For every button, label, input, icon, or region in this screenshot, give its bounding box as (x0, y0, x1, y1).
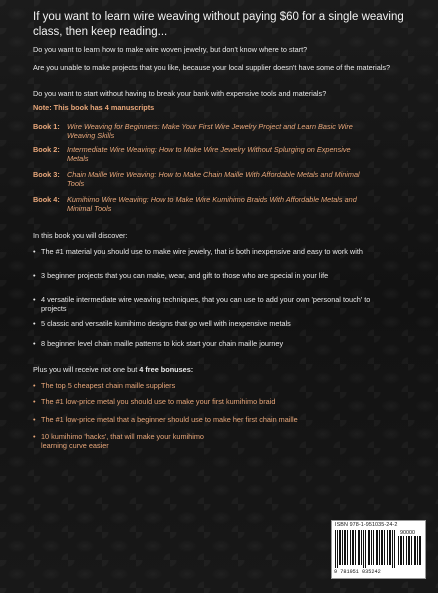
list-item: • The #1 low-price metal that a beginner should use to make her first chain maille (33, 415, 298, 424)
list-item: • The top 5 cheapest chain maille suppliers (33, 381, 176, 390)
list-item: • 4 versatile intermediate wire weaving techniques, that you can use to add your own 'personal touch' to projects (33, 295, 371, 313)
book-entry (33, 171, 363, 188)
list-item: • The #1 low-price metal you should use to make your first kumihimo braid (33, 397, 276, 406)
book-label: Book 2: (33, 145, 60, 154)
book-title: Wire Weaving for Beginners: Make Your First Wire Jewelry Project and Learn Basic Wire Weaving Skills (67, 122, 353, 140)
isbn-text: ISBN 978-1-951035-24-2 (335, 522, 398, 528)
list-item: • 10 kumihimo 'hacks', that will make your kumihimo learning curve easier (33, 432, 204, 450)
isbn-barcode (331, 520, 426, 579)
book-title: Intermediate Wire Weaving: How to Make Wire Jewelry Without Splurging on Expensive Metals (67, 145, 351, 163)
bullet-icon: • (33, 339, 36, 348)
bullet-icon: • (33, 432, 36, 441)
hook-headline: If you want to learn wire weaving without paying $60 for a single weaving class, then keep reading... (33, 11, 404, 38)
book-entry (33, 146, 363, 163)
book-label: Book 4: (33, 195, 60, 204)
bullet-icon: • (33, 319, 36, 328)
question-1: Do you want to learn how to make wire woven jewelry, but don't know where to start? (33, 45, 308, 54)
bullet-icon: • (33, 415, 36, 424)
list-item: • 8 beginner level chain maille patterns to kick start your chain maille journey (33, 339, 284, 348)
question-3: Do you want to start without having to break your bank with expensive tools and materials? (33, 89, 327, 98)
bullet-icon: • (33, 397, 36, 406)
barcode-number: 9 781951 035242 (334, 569, 381, 575)
book-title: Kumihimo Wire Weaving: How to Make Wire Kumihimo Braids With Affordable Metals and Minimal Tools (67, 195, 357, 213)
bullet-icon: • (33, 271, 36, 280)
list-item: • The #1 material you should use to make wire jewelry, that is both inexpensive and easy to work with (33, 247, 363, 256)
book-label: Book 3: (33, 170, 60, 179)
bullet-icon: • (33, 295, 36, 304)
price-code: 90000 (400, 530, 415, 536)
bonus-count: 4 free bonuses: (139, 365, 194, 374)
book-entry (33, 196, 363, 213)
note-manuscripts: Note: This book has 4 manuscripts (33, 103, 155, 112)
book-entry (33, 123, 363, 140)
bullet-icon: • (33, 381, 36, 390)
book-label: Book 1: (33, 122, 60, 131)
discover-intro: In this book you will discover: (33, 231, 128, 240)
barcode-bars (335, 530, 397, 568)
list-item: • 3 beginner projects that you can make, wear, and gift to those who are special in your life (33, 271, 329, 280)
list-item: • 5 classic and versatile kumihimo designs that go well with inexpensive metals (33, 319, 291, 328)
addon-barcode-bars (398, 536, 422, 566)
question-2: Are you unable to make projects that you like, because your local supplier doesn't have some of the materials? (33, 63, 391, 72)
bonus-intro: Plus you will receive not one but 4 free bonuses: (33, 365, 194, 374)
book-title: Chain Maille Wire Weaving: How to Make Chain Maille With Affordable Metals and Minimal Tools (67, 170, 360, 188)
bullet-icon: • (33, 247, 36, 256)
